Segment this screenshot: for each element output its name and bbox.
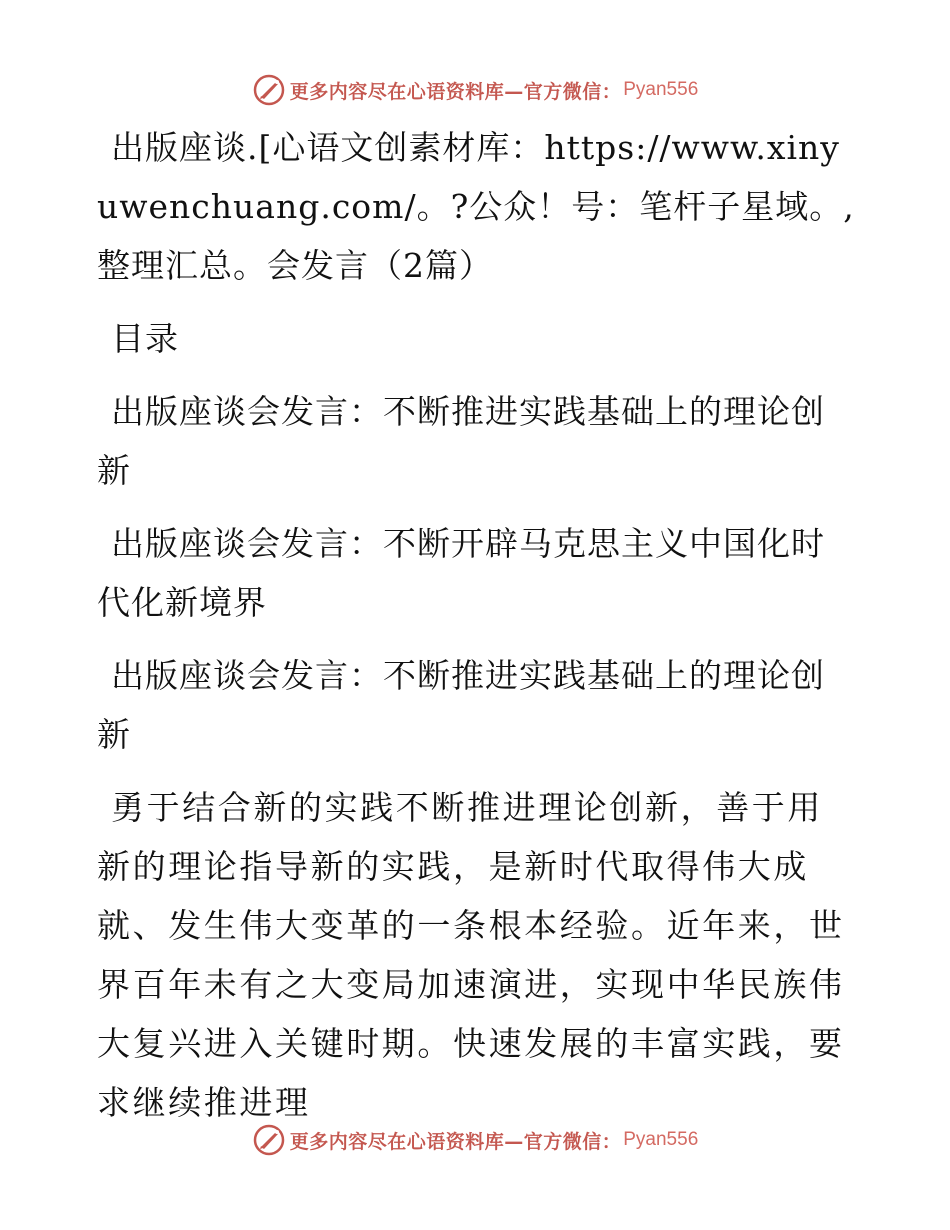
body-paragraph: 勇于结合新的实践不断推进理论创新，善于用新的理论指导新的实践，是新时代取得伟大成就、发生伟大变革的一条根本经验。近年来，世界百年未有之大变局加速演进，实现中华民族伟大复兴进入关键时期。快速发展的丰富实践，要求继续推进理 xyxy=(97,788,845,1122)
document-title-line: 出版座谈.[心语文创素材库：https://www.xinyuwenchuang.com/。?公众！号：笔杆子星域。,整理汇总。会发言（2篇） xyxy=(97,128,855,285)
footer-banner-handle: Pyan556 xyxy=(623,1129,699,1150)
toc-item-1: 出版座谈会发言：不断推进实践基础上的理论创新 xyxy=(97,392,825,490)
header-watermark-banner xyxy=(0,70,950,110)
footer-watermark-banner xyxy=(0,1120,950,1160)
section-title: 出版座谈会发言：不断推进实践基础上的理论创新 xyxy=(97,656,825,754)
toc-heading: 目录 xyxy=(111,319,179,358)
header-banner-handle: Pyan556 xyxy=(623,79,699,100)
header-banner-text: 更多内容尽在心语资料库—官方微信： xyxy=(289,80,622,103)
pen-logo-icon xyxy=(252,1123,286,1157)
toc-item-2: 出版座谈会发言：不断开辟马克思主义中国化时代化新境界 xyxy=(97,524,825,622)
footer-banner-text: 更多内容尽在心语资料库—官方微信： xyxy=(289,1130,622,1153)
pen-logo-icon xyxy=(252,73,286,107)
document-body xyxy=(97,118,857,1132)
